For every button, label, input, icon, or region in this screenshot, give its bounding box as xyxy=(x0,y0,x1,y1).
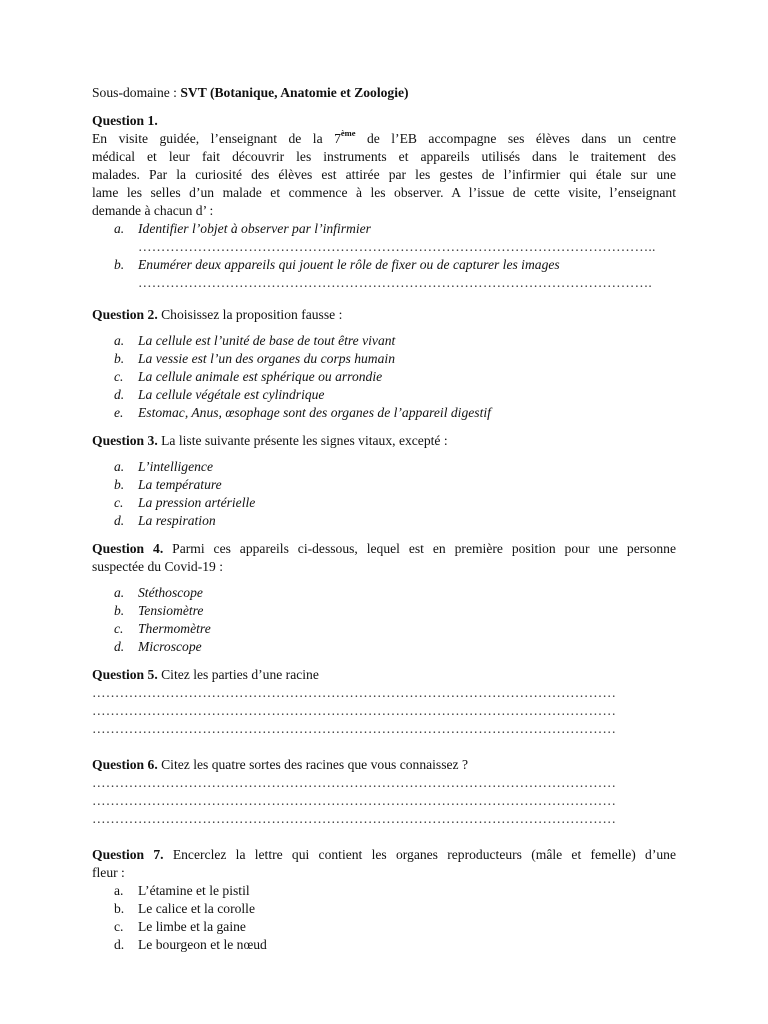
question-1-paragraph-line-2: médical et leur fait découvrir les instruments et appareils utilisés dans le traitement des xyxy=(92,149,676,164)
question-7-text-2: fleur : xyxy=(92,865,125,880)
question-1 xyxy=(92,112,676,292)
option-item[interactable]: a. La cellule est l’unité de base de tout être vivant xyxy=(114,333,396,348)
option-item[interactable]: c. La pression artérielle xyxy=(114,495,256,510)
option-item[interactable]: a. L’étamine et le pistil xyxy=(114,883,250,898)
option-item[interactable]: b. Le calice et la corolle xyxy=(114,901,255,916)
answer-line[interactable]: …………………………………………………………………………………………………… xyxy=(92,703,617,718)
question-1-paragraph-line-1: En visite guidée, l’enseignant de la 7ème de l’EB accompagne ses élèves dans un centre xyxy=(92,128,676,146)
question-3-options xyxy=(92,458,676,530)
option-item[interactable]: d. La respiration xyxy=(114,513,216,528)
question-7-text-1: Encerclez la lettre qui contient les organes reproducteurs (mâle et femelle) d’une xyxy=(163,847,676,862)
answer-line[interactable]: …………………………………………………………………………………………………… xyxy=(92,685,617,700)
list-item: a. Identifier l’objet à observer par l’infirmier xyxy=(114,221,371,236)
option-item[interactable]: e. Estomac, Anus, œsophage sont des organes de l’appareil digestif xyxy=(114,405,491,420)
question-1-title: Question 1. xyxy=(92,113,158,128)
question-7 xyxy=(92,846,676,954)
option-item[interactable]: c. La cellule animale est sphérique ou arrondie xyxy=(114,369,383,384)
question-4 xyxy=(92,540,676,656)
question-1-paragraph-line-3: malades. Par la curiosité des élèves est attirée par les gestes de l’infirmier qui étale sur une xyxy=(92,167,676,182)
question-5-label: Question 5. xyxy=(92,667,158,682)
question-7-options xyxy=(92,882,676,954)
answer-line[interactable]: ………………………………………………………………………………………………….. xyxy=(138,239,656,254)
option-item[interactable]: d. Microscope xyxy=(114,639,202,654)
question-2-options xyxy=(92,332,676,422)
option-item[interactable]: d. Le bourgeon et le nœud xyxy=(114,937,267,952)
question-2 xyxy=(92,306,676,422)
answer-line[interactable]: …………………………………………………………………………………………………… xyxy=(92,793,617,808)
question-3-text: La liste suivante présente les signes vitaux, excepté : xyxy=(157,433,448,448)
question-6-label: Question 6. xyxy=(92,757,158,772)
question-5 xyxy=(92,666,676,738)
question-2-text: Choisissez la proposition fausse : xyxy=(157,307,343,322)
question-1-paragraph-line-4: lame les selles d’un malade et commence à les observer. A l’issue de cette visite, l’enseignant xyxy=(92,185,676,200)
question-2-label: Question 2. xyxy=(92,307,158,322)
question-5-text: Citez les parties d’une racine xyxy=(157,667,319,682)
subdomain-header xyxy=(92,84,676,102)
option-item[interactable]: b. La température xyxy=(114,477,222,492)
answer-line[interactable]: …………………………………………………………………………………………………… xyxy=(92,811,617,826)
question-4-options xyxy=(92,584,676,656)
option-item[interactable]: c. Thermomètre xyxy=(114,621,211,636)
option-item[interactable]: d. La cellule végétale est cylindrique xyxy=(114,387,325,402)
list-item: b. Enumérer deux appareils qui jouent le rôle de fixer ou de capturer les images xyxy=(114,257,560,272)
question-4-label: Question 4. xyxy=(92,541,164,556)
subdomain-title: SVT (Botanique, Anatomie et Zoologie) xyxy=(180,85,409,100)
document-content xyxy=(92,84,676,954)
question-7-label: Question 7. xyxy=(92,847,164,862)
question-4-text-2: suspectée du Covid-19 : xyxy=(92,559,224,574)
option-item[interactable]: c. Le limbe et la gaine xyxy=(114,919,246,934)
option-item[interactable]: a. L’intelligence xyxy=(114,459,213,474)
question-4-text-1: Parmi ces appareils ci-dessous, lequel est en première position pour une personne xyxy=(163,541,676,556)
answer-line[interactable]: …………………………………………………………………………………………………… xyxy=(92,775,617,790)
subdomain-prefix: Sous-domaine : xyxy=(92,85,181,100)
option-item[interactable]: b. La vessie est l’un des organes du corps humain xyxy=(114,351,395,366)
answer-line[interactable]: …………………………………………………………………………………………………… xyxy=(92,721,617,736)
question-6 xyxy=(92,756,676,828)
question-3-label: Question 3. xyxy=(92,433,158,448)
question-1-paragraph-line-5: demande à chacun d’ : xyxy=(92,203,214,218)
question-6-text: Citez les quatre sortes des racines que vous connaissez ? xyxy=(157,757,469,772)
option-item[interactable]: b. Tensiomètre xyxy=(114,603,204,618)
question-3 xyxy=(92,432,676,530)
answer-line[interactable]: …………………………………………………………………………………………………. xyxy=(138,275,652,290)
question-1-list xyxy=(92,220,676,238)
option-item[interactable]: a. Stéthoscope xyxy=(114,585,203,600)
